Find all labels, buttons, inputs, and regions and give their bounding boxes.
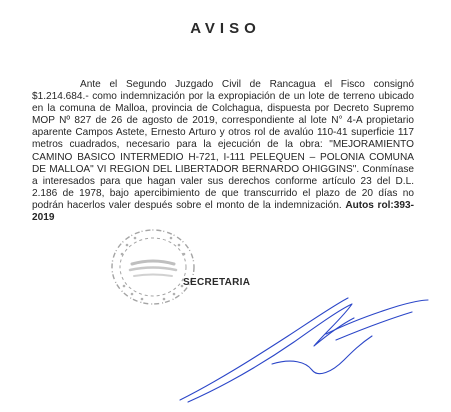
notice-body-text: Ante el Segundo Juzgado Civil de Rancagua el Fisco consignó $1.214.684.- como indemnización por la expropiación de un lote de terreno ubicado en la comuna de Malloa, provincia de Colchagua, dispuesta por Decreto Supremo MOP Nº 827 de 26 de agosto de 2019, correspondiente al lote N° 4-A propietario aparente Campos Astete, Ernesto Arturo y otros rol de avalúo 110-41 superficie 117 metros cuadrados, necesario para la ejecución de la obra: "MEJORAMIENTO CAMINO BASICO INTERMEDIO H-721, I-111 PELEQUEN – POLONIA COMUNA DE MALLOA" VI REGION DEL LIBERTADOR BERNARDO OHIGGINS". Conmínase a interesados para que hagan valer sus derechos conforme artículo 23 del D.L. 2.186 de 1978, bajo apercibimiento de que transcurrido el plazo de 20 días no podrán hacerlos valer después sobre el monto de la indemnización. (32, 79, 414, 211)
secretaria-label: SECRETARIA (183, 277, 251, 288)
handwritten-signature (176, 274, 436, 404)
notice-body (32, 79, 414, 224)
notice-title: AVISO (190, 20, 261, 37)
case-reference: Autos rol:393-2019 (32, 199, 414, 224)
